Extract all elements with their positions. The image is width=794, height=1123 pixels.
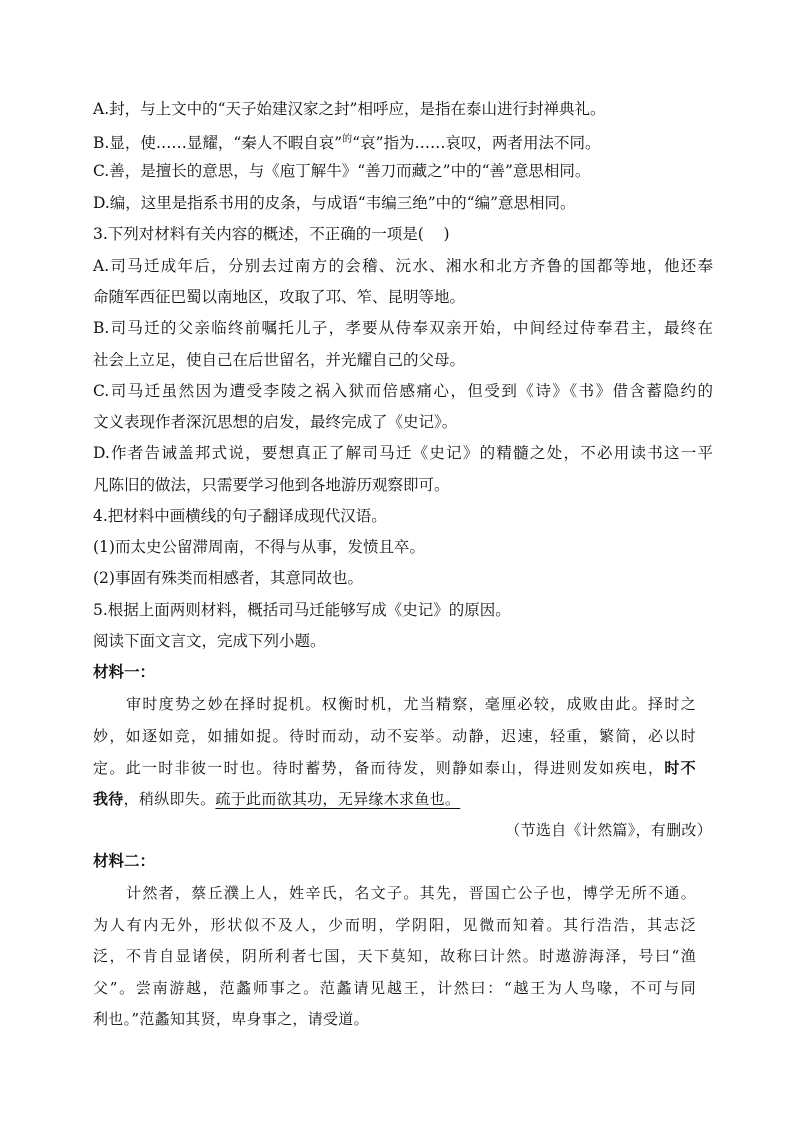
q3-option-a-line-1: A.司马迁成年后，分别去过南方的会稽、沅水、湘水和北方齐鲁的国都等地，他还奉 — [93, 257, 713, 275]
material-1-line-3-bold: 时不 — [664, 759, 696, 777]
material-1-source: （节选自《计然篇》，有删改） — [505, 821, 712, 839]
q3-option-b-line-1: B.司马迁的父亲临终前嘱托儿子，孝要从侍奉双亲开始，中间经过侍奉君主，最终在 — [93, 319, 713, 337]
q2-option-b-text: B.显，使……显耀，“秦人不暇自哀” — [93, 134, 343, 152]
material-1-line-3-text: 定。此一时非彼一时也。待时蓄势，备而待发，则静如泰山，得进则发如疾电， — [93, 759, 665, 777]
q3-option-d-line-2: 凡陈旧的做法，只需要学习他到各地游历观察即可。 — [93, 476, 450, 494]
q3-option-d-line-1: D.作者告诫盖邦式说，要想真正了解司马迁《史记》的精髓之处，不必用读书这一平 — [93, 444, 713, 462]
material-2-line-3: 泛，不肯自显诸侯，阴所利者七国，天下莫知，故称曰计然。时遨游海泽，号曰“渔 — [93, 947, 696, 965]
reading-intro: 阅读下面文言文，完成下列小题。 — [93, 632, 326, 650]
material-1-line-4 — [93, 789, 713, 809]
q2-option-c: C.善，是擅长的意思，与《庖丁解牛》“善刀而藏之”中的“善”意思相同。 — [93, 162, 591, 180]
q2-option-a: A.封，与上文中的“天子始建汉家之封”相呼应，是指在泰山进行封禅典礼。 — [93, 100, 606, 118]
material-1-line-2: 妙，如逐如竞，如捕如捉。待时而动，动不妄举。动静，迟速，轻重，繁简，必以时 — [93, 727, 696, 745]
material-1-line-1: 审时度势之妙在择时捉机。权衡时机，尤当精察，毫厘必较，成败由此。择时之 — [126, 695, 696, 713]
material-1-heading: 材料一： — [93, 662, 156, 681]
q2-option-b-text-2: “哀”指为……哀叹，两者用法不同。 — [352, 134, 601, 152]
q3-option-c-line-1: C.司马迁虽然因为遭受李陵之祸入狱而倍感痛心，但受到《诗》《书》借含蓄隐约的 — [93, 382, 713, 400]
q3-option-c-line-2: 文义表现作者深沉思想的启发，最终完成了《史记》。 — [93, 413, 458, 431]
material-1-line-4-text: ，稍纵即失。 — [123, 790, 216, 808]
q2-option-b — [93, 130, 713, 153]
material-2-line-1: 计然者，蔡丘濮上人，姓辛氏，名文子。其先，晋国亡公子也，博学无所不通。 — [126, 884, 696, 902]
material-2-line-5: 利也。”范蠡知其贤，卑身事之，请受道。 — [93, 1010, 369, 1028]
material-1-line-4-bold: 我待 — [93, 790, 124, 808]
q3-stem: 3.下列对材料有关内容的概述，不正确的一项是( ) — [93, 225, 450, 243]
material-2-line-2: 为人有内无外，形状似不及人，少而明，学阴阳，见微而知着。其行浩浩，其志泛 — [93, 916, 696, 934]
q4-stem: 4.把材料中画横线的句子翻译成现代汉语。 — [93, 507, 387, 525]
q3-option-b-line-2: 社会上立足，使自己在后世留名，并光耀自己的父母。 — [93, 351, 466, 369]
q4-sentence-1: (1)而太史公留滞周南，不得与从事，发愤且卒。 — [93, 538, 425, 556]
q5-stem: 5.根据上面两则材料，概括司马迁能够写成《史记》的原因。 — [93, 601, 511, 619]
material-2-line-4: 父”。尝南游越，范蠡师事之。范蠡请见越王，计然曰：“越王为人鸟喙，不可与同 — [93, 979, 696, 997]
q2-option-d: D.编，这里是指系书用的皮条，与成语“韦编三绝”中的“编”意思相同。 — [93, 194, 576, 212]
material-1-underlined-sentence: 疏于此而欲其功，无异缘木求鱼也。 — [215, 790, 461, 808]
material-1-line-3 — [93, 758, 696, 778]
material-2-heading: 材料二： — [93, 851, 156, 870]
q3-option-a-line-2: 命随军西征巴蜀以南地区，攻取了邛、笮、昆明等地。 — [93, 288, 466, 306]
q2-option-b-superscript: 的 — [342, 134, 353, 145]
q4-sentence-2: (2)事固有殊类而相感者，其意同故也。 — [93, 569, 363, 587]
